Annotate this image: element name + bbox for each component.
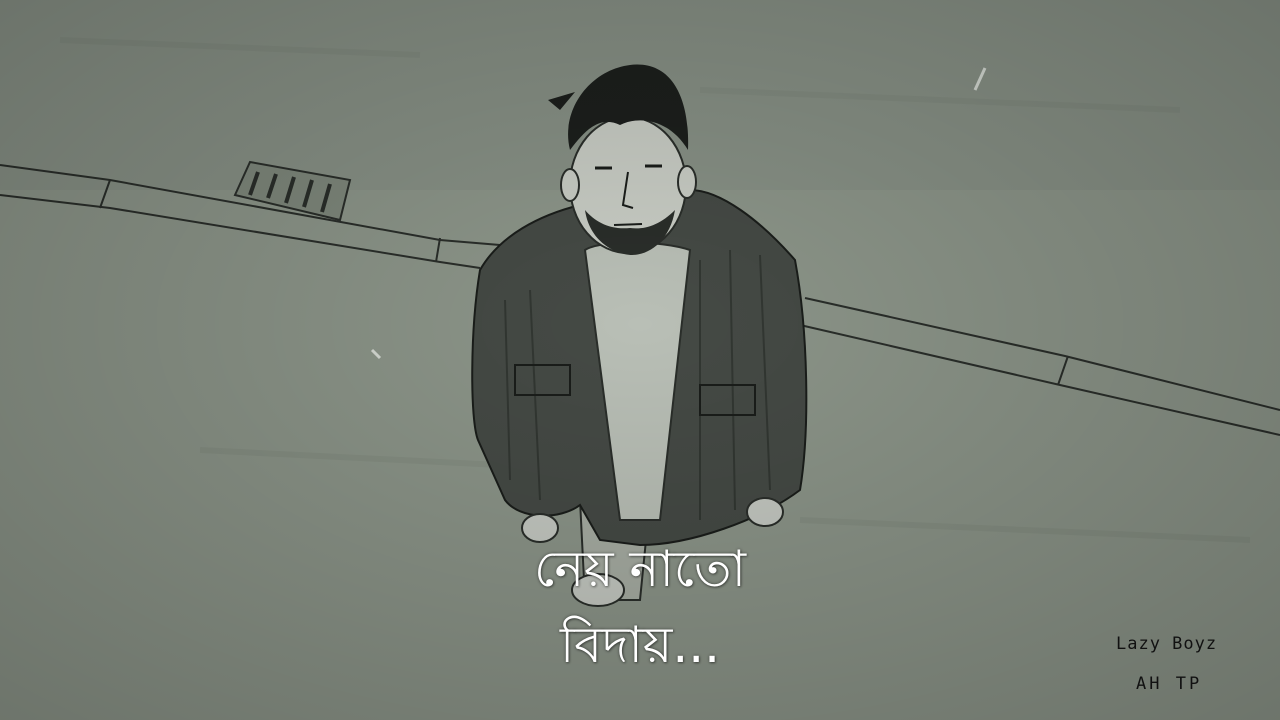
subtitle-line-2: বিদায়...	[559, 616, 721, 674]
watermark-line-1: Lazy Boyz	[1116, 634, 1218, 654]
channel-watermark	[1100, 626, 1260, 716]
subtitle-line-1: নেয় নাতো	[534, 540, 746, 598]
watermark-line-2: AH TP	[1136, 674, 1203, 694]
